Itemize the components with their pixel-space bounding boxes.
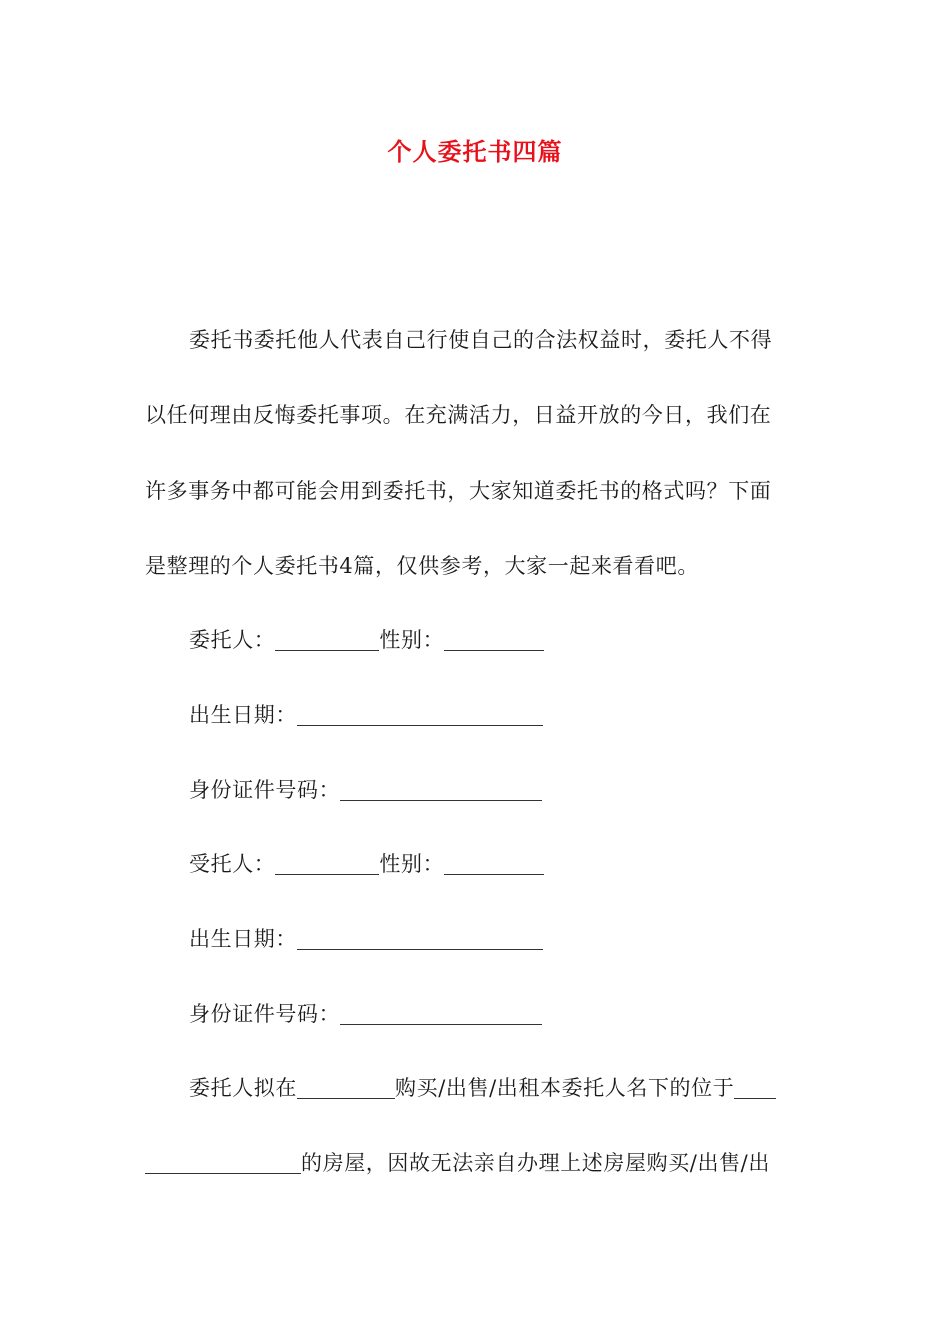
principal-name-blank[interactable] — [275, 624, 379, 651]
principal-gender-blank[interactable] — [444, 624, 544, 651]
intro-line-1: 委托书委托他人代表自己行使自己的合法权益时，委托人不得 — [189, 328, 773, 352]
date-blank[interactable] — [297, 1072, 395, 1099]
agent-id-blank[interactable] — [340, 998, 542, 1025]
agent-gender-label: 性别： — [379, 852, 445, 876]
agent-gender-blank[interactable] — [444, 848, 544, 875]
agent-id-label: 身份证件号码： — [189, 1002, 341, 1026]
body-line-1 — [189, 1068, 776, 1108]
principal-id-label: 身份证件号码： — [189, 778, 341, 802]
principal-birth-row — [189, 695, 543, 735]
agent-birth-row — [189, 919, 543, 959]
body-line-2-part1: 的房屋，因故无法亲自办理上述房屋购买/出售/出 — [301, 1151, 770, 1175]
agent-label: 受托人： — [189, 852, 276, 876]
agent-row — [189, 844, 544, 884]
intro-line-2: 以任何理由反悔委托事项。在充满活力，日益开放的今日，我们在 — [145, 403, 772, 427]
body-line-1-part2: 购买/出售/出租本委托人名下的位于 — [395, 1076, 735, 1100]
principal-row — [189, 620, 544, 660]
location-blank-end[interactable] — [145, 1147, 301, 1174]
principal-id-blank[interactable] — [340, 774, 542, 801]
agent-id-row — [189, 994, 542, 1034]
agent-birth-label: 出生日期： — [189, 927, 297, 951]
document-title: 个人委托书四篇 — [387, 137, 563, 166]
body-line-2 — [145, 1143, 770, 1183]
principal-gender-label: 性别： — [379, 628, 445, 652]
body-line-1-part1: 委托人拟在 — [189, 1076, 297, 1100]
principal-label: 委托人： — [189, 628, 276, 652]
agent-name-blank[interactable] — [275, 848, 379, 875]
agent-birth-blank[interactable] — [297, 923, 543, 950]
intro-line-4: 是整理的个人委托书4篇，仅供参考，大家一起来看看吧。 — [145, 554, 699, 578]
intro-line-3: 许多事务中都可能会用到委托书，大家知道委托书的格式吗？下面 — [145, 479, 772, 503]
principal-id-row — [189, 770, 542, 810]
location-blank-start[interactable] — [734, 1072, 776, 1099]
principal-birth-label: 出生日期： — [189, 703, 297, 727]
principal-birth-blank[interactable] — [297, 699, 543, 726]
